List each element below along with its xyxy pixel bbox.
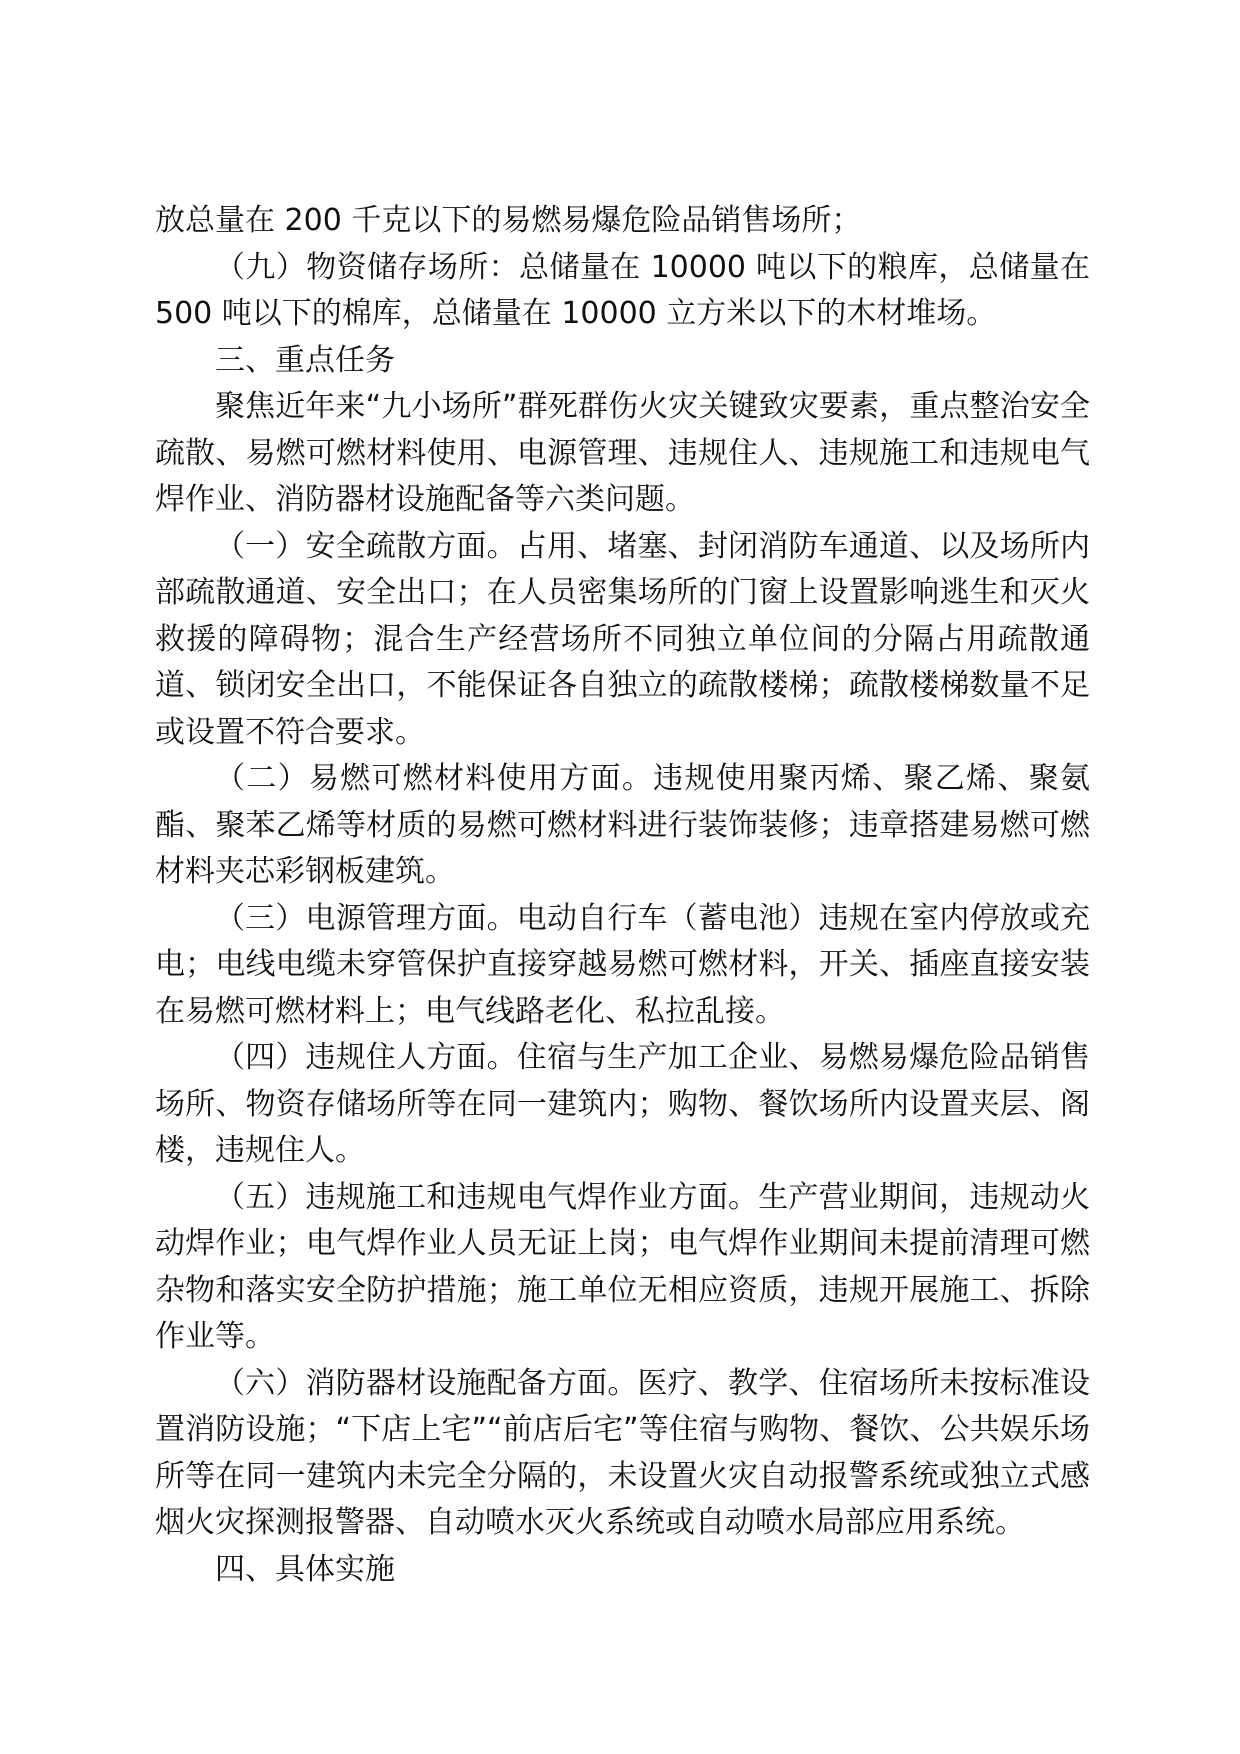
paragraph-task-5-welding: （五）违规施工和违规电气焊作业方面。生产营业期间，违规动火动焊作业；电气焊作业人员无证上岗；电气焊作业期间未提前清理可燃杂物和落实安全防护措施；施工单位无相应资质，违规开展施工、拆除作业等。 (155, 1179, 1090, 1354)
paragraph-key-tasks-intro: 聚焦近年来“九小场所”群死群伤火灾关键致灾要素，重点整治安全疏散、易燃可燃材料使用、电源管理、违规住人、违规施工和违规电气焊作业、消防器材设施配备等六类问题。 (155, 389, 1090, 517)
paragraph-task-6-equipment: （六）消防器材设施配备方面。医疗、教学、住宿场所未按标准设置消防设施；“下店上宅”“前店后宅”等住宿与购物、餐饮、公共娱乐场所等在同一建筑内未完全分隔的，未设置火灾自动报警系统或独立式感烟火灾探测报警器、自动喷水灭火系统或自动喷水局部应用系统。 (155, 1365, 1090, 1540)
section-heading-implementation: 四、具体实施 (215, 1551, 395, 1587)
section-heading-key-tasks: 三、重点任务 (215, 342, 395, 378)
paragraph-storage-tail: 放总量在 200 千克以下的易燃易爆危险品销售场所； (155, 203, 862, 238)
paragraph-task-4-residence: （四）违规住人方面。住宿与生产加工企业、易燃易爆危险品销售场所、物资存储场所等在同一建筑内；购物、餐饮场所内设置夹层、阁楼，违规住人。 (155, 1040, 1090, 1168)
paragraph-task-3-power: （三）电源管理方面。电动自行车（蓄电池）违规在室内停放或充电；电线电缆未穿管保护直接穿越易燃可燃材料，开关、插座直接安装在易燃可燃材料上；电气线路老化、私拉乱接。 (155, 900, 1090, 1029)
document-body (155, 198, 1090, 1593)
paragraph-task-2-materials: （二）易燃可燃材料使用方面。违规使用聚丙烯、聚乙烯、聚氨酯、聚苯乙烯等材质的易燃可燃材料进行装饰装修；违章搭建易燃可燃材料夹芯彩钢板建筑。 (155, 761, 1090, 889)
paragraph-item-9-storage: （九）物资储存场所：总储量在 10000 吨以下的粮库，总储量在 500 吨以下的棉库，总储量在 10000 立方米以下的木材堆场。 (155, 249, 1090, 331)
paragraph-task-1-evacuation: （一）安全疏散方面。占用、堵塞、封闭消防车通道、以及场所内部疏散通道、安全出口；在人员密集场所的门窗上设置影响逃生和灭火救援的障碍物；混合生产经营场所不同独立单位间的分隔占用疏散通道、锁闭安全出口，不能保证各自独立的疏散楼梯；疏散楼梯数量不足或设置不符合要求。 (155, 528, 1090, 750)
